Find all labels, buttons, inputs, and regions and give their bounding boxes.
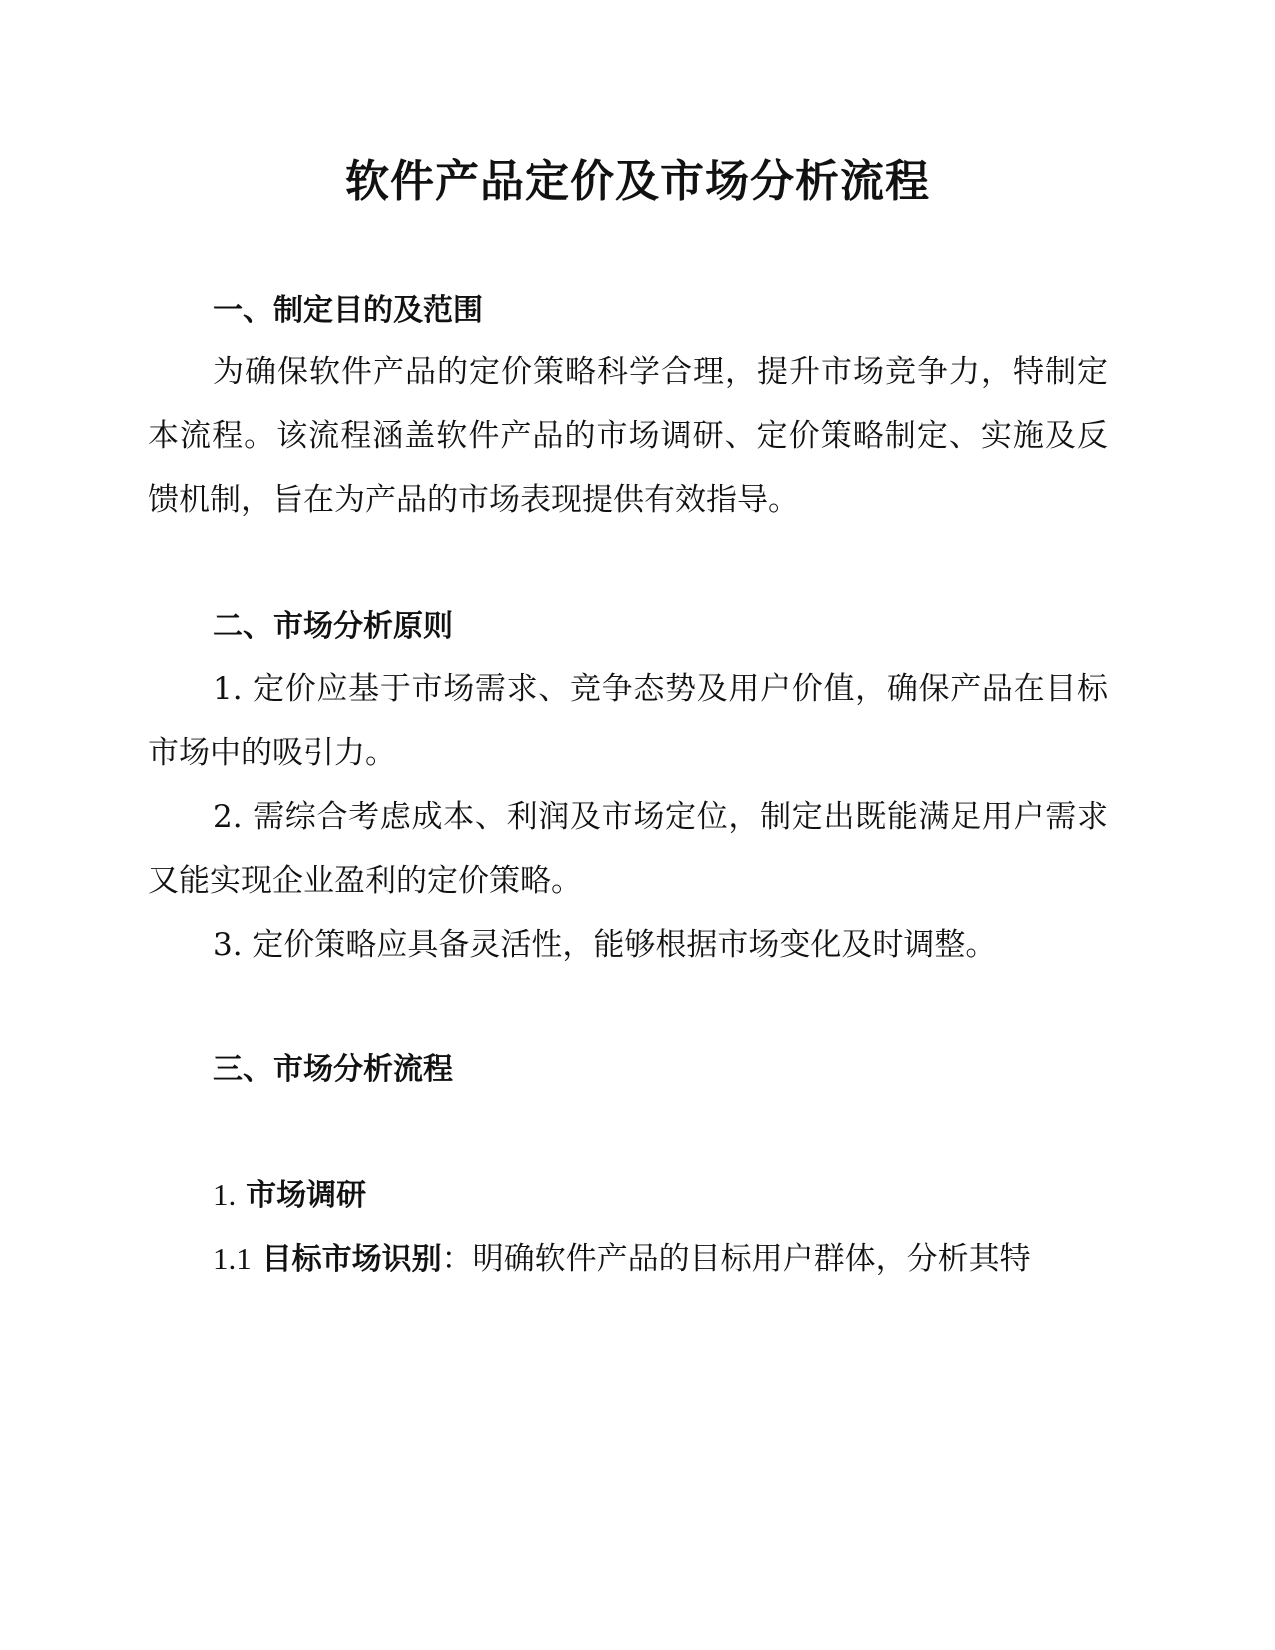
document-title: 软件产品定价及市场分析流程 xyxy=(345,156,930,207)
item-bold-label: 目标市场识别 xyxy=(261,1242,442,1277)
principle-item-2: 2. 需综合考虑成本、利润及市场定位，制定出既能满足用户需求又能实现企业盈利的定价策略。 xyxy=(148,799,1108,899)
subheading-number: 1. xyxy=(213,1177,237,1212)
principle-item-1: 1. 定价应基于市场需求、竞争态势及用户价值，确保产品在目标市场中的吸引力。 xyxy=(148,671,1108,771)
principle-item-3: 3. 定价策略应具备灵活性，能够根据市场变化及时调整。 xyxy=(213,927,997,963)
section-heading-purpose: 一、制定目的及范围 xyxy=(213,293,483,328)
item-description: ：明确软件产品的目标用户群体，分析其特 xyxy=(441,1241,1031,1277)
item-target-market xyxy=(213,1227,1031,1292)
purpose-paragraph: 为确保软件产品的定价策略科学合理，提升市场竞争力，特制定本流程。该流程涵盖软件产品的市场调研、定价策略制定、实施及反馈机制，旨在为产品的市场表现提供有效指导。 xyxy=(148,354,1108,518)
item-number: 1.1 xyxy=(213,1241,252,1276)
section-heading-process: 三、市场分析流程 xyxy=(213,1052,453,1087)
subheading-market-research xyxy=(213,1163,366,1228)
subheading-text: 市场调研 xyxy=(246,1178,367,1213)
section-heading-principles: 二、市场分析原则 xyxy=(213,609,453,644)
